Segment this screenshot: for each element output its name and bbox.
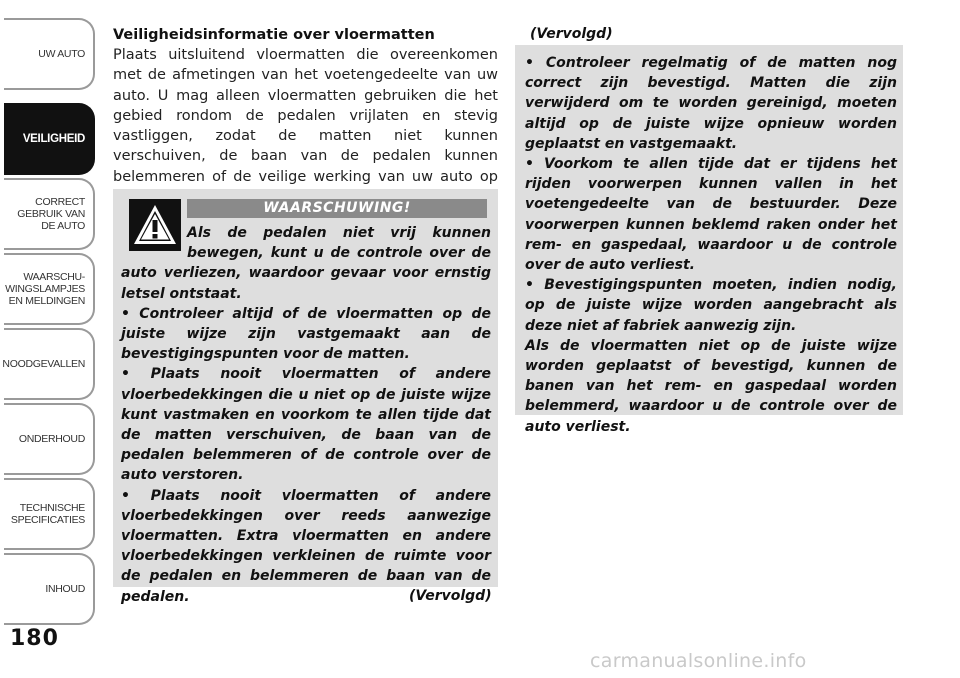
page-number: 180 bbox=[10, 626, 59, 651]
continued-label: (Vervolgd) bbox=[409, 588, 492, 604]
warning-bullet: • Bevestigingspunten moeten, indien nodig, op de juiste wijze worden aangebracht als deze niet af fabriek aanwezig zijn. bbox=[525, 277, 897, 334]
warning-bullet: • Controleer regelmatig of de matten nog correct zijn bevestigd. Matten die zijn verwijderd om te worden gereinigd, moeten altijd op de juiste wijze opnieuw worden geplaatst en vastgemaakt. bbox=[525, 55, 897, 152]
tab-onderhoud[interactable] bbox=[4, 403, 95, 475]
warning-bullet: • Plaats nooit vloermatten of andere vloerbedekkingen over reeds aanwezige vloermatten. Extra vloermatten en andere vloerbedekkingen verkleinen de ruimte voor de pedalen en belemmeren de baan van de pedalen. bbox=[121, 487, 491, 605]
warning-box-continued bbox=[515, 45, 903, 435]
tab-label: INHOUD bbox=[45, 583, 85, 595]
tab-technische-specificaties[interactable] bbox=[4, 478, 95, 550]
left-column bbox=[113, 26, 498, 207]
tab-label: TECHNISCHE SPECIFICATIES bbox=[10, 502, 85, 526]
tab-label: NOODGEVALLEN bbox=[2, 358, 85, 370]
tab-label: VEILIGHEID bbox=[22, 133, 85, 145]
tab-label: CORRECT GEBRUIK VAN DE AUTO bbox=[17, 196, 85, 232]
tab-veiligheid[interactable] bbox=[4, 103, 95, 175]
warning-text-continued bbox=[525, 53, 897, 437]
watermark: carmanualsonline.info bbox=[590, 650, 807, 672]
warning-bullet: • Plaats nooit vloermatten of andere vloerbedekkingen die u niet op de juiste wijze kunt vastmaken en voorkom te allen tijde dat de matten verschuiven, de baan van de pedalen belemmeren of de controle over de auto verstoren. bbox=[121, 366, 491, 484]
tab-uw-auto[interactable] bbox=[4, 18, 95, 90]
warning-title: WAARSCHUWING! bbox=[187, 199, 487, 218]
tab-label: ONDERHOUD bbox=[18, 433, 85, 445]
tab-noodgevallen[interactable] bbox=[4, 328, 95, 400]
tab-waarschuwingslampjes[interactable] bbox=[4, 253, 95, 325]
icon-spacer bbox=[121, 223, 187, 261]
tab-label: UW AUTO bbox=[38, 48, 85, 60]
warning-intro: Als de pedalen niet vrij kunnen bewegen, kunt u de controle over de auto verliezen, waardoor gevaar voor ernstig letsel ontstaat. bbox=[121, 225, 491, 302]
section-heading: Veiligheidsinformatie over vloermatten bbox=[113, 27, 435, 43]
chapter-tabs bbox=[0, 0, 100, 630]
tab-label: WAARSCHU- WINGSLAMPJES EN MELDINGEN bbox=[5, 271, 85, 307]
intro-paragraph: Plaats uitsluitend vloermatten die overeenkomen met de afmetingen van het voetengedeelte van uw auto. U mag alleen vloermatten gebruiken die het gebied rondom de pedalen vrijlaten en stevig vastliggen, zodat de matten niet kunnen verschuiven, de baan van de pedalen kunnen belemmeren of de veilige werking van uw auto op bbox=[113, 47, 498, 185]
warning-bullet: • Controleer altijd of de vloermatten op de juiste wijze zijn vastgemaakt aan de bevestigingspunten voor de matten. bbox=[121, 305, 491, 363]
warning-closing: Als de vloermatten niet op de juiste wijze worden geplaatst of bevestigd, kunnen de banen van het rem- en gaspedaal worden belemmerd, waardoor u de controle over de auto verliest. bbox=[525, 337, 897, 435]
tab-inhoud[interactable] bbox=[4, 553, 95, 625]
warning-bullet: • Voorkom te allen tijde dat er tijdens het rijden voorwerpen kunnen vallen in het voetengedeelte van de bestuurder. Deze voorwerpen kunnen beklemd raken onder het rem- en gaspedaal, waardoor u de controle over de auto verliest. bbox=[525, 156, 897, 274]
continued-heading: (Vervolgd) bbox=[530, 26, 613, 42]
tab-correct-gebruik[interactable] bbox=[4, 178, 95, 250]
warning-text bbox=[121, 223, 491, 607]
